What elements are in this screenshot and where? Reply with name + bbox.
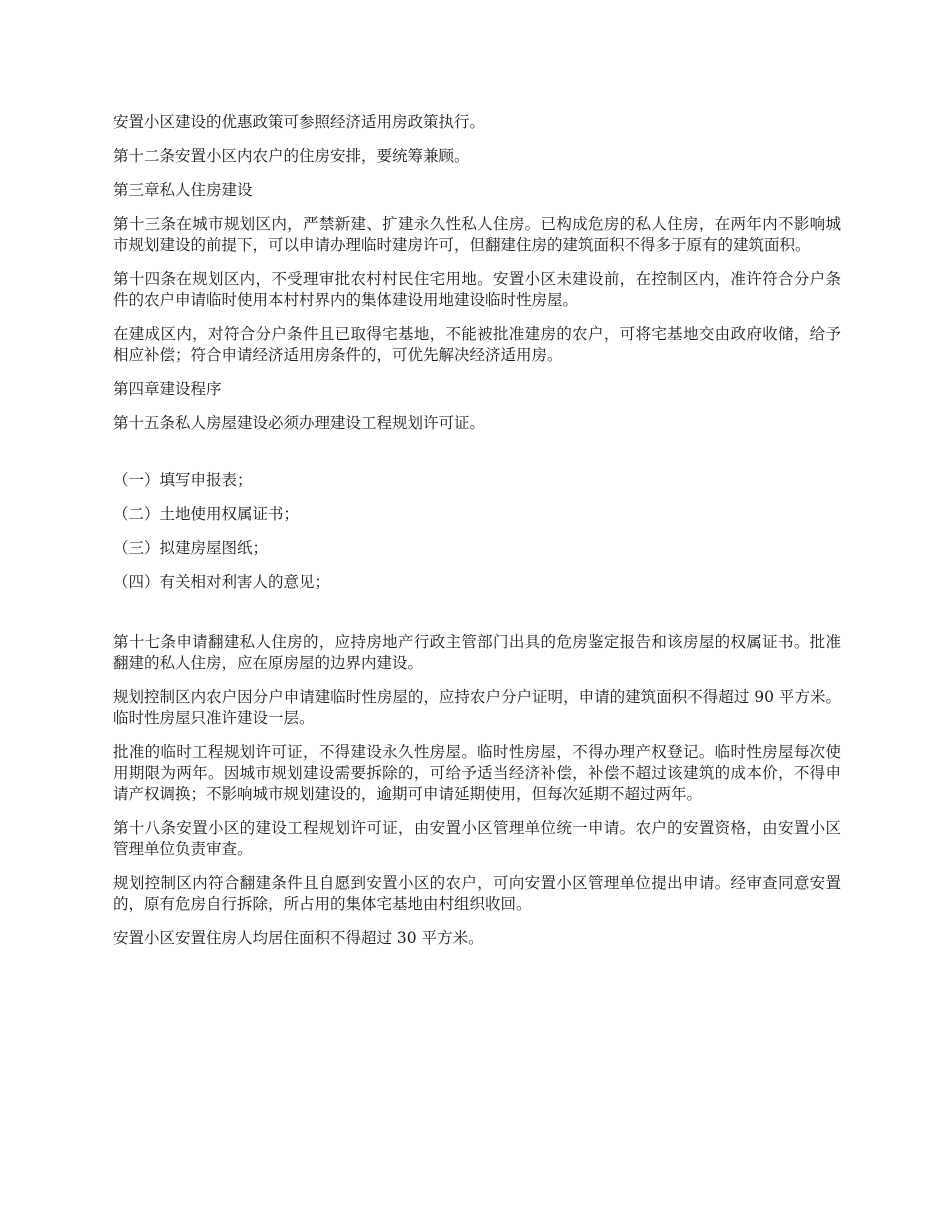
list-item: （一）填写申报表； [113, 471, 253, 489]
spacer [113, 606, 841, 632]
chapter-heading: 第四章建设程序 [113, 380, 222, 398]
list-item: （四）有关相对利害人的意见； [113, 573, 331, 591]
paragraph: 第十四条在规划区内，不受理审批农村村民住宅用地。安置小区未建设前，在控制区内，准许符合分户条件的农户申请临时使用本村村界内的集体建设用地建设临时性房屋。 [113, 270, 841, 309]
paragraph: 第十七条申请翻建私人住房的，应持房地产行政主管部门出具的危房鉴定报告和该房屋的权属证书。批准翻建的私人住房，应在原房屋的边界内建设。 [113, 633, 841, 672]
paragraph: 安置小区建设的优惠政策可参照经济适用房政策执行。 [113, 113, 486, 131]
paragraph: 批准的临时工程规划许可证，不得建设永久性房屋。临时性房屋，不得办理产权登记。临时性房屋每次使用期限为两年。因城市规划建设需要拆除的，可给予适当经济补偿，补偿不超过该建筑的成本价，不得申请产权调换；不影响城市规划建设的，逾期可申请延期使用，但每次延期不超过两年。 [113, 743, 841, 803]
paragraph: 规划控制区内农户因分户申请建临时性房屋的，应持农户分户证明，申请的建筑面积不得超过 90 平方米。临时性房屋只准许建设一层。 [113, 688, 841, 727]
paragraph: 第十三条在城市规划区内，严禁新建、扩建永久性私人住房。已构成危房的私人住房，在两年内不影响城市规划建设的前提下，可以申请办理临时建房许可，但翻建住房的建筑面积不得多于原有的建筑面积。 [113, 215, 841, 254]
document-body [113, 112, 841, 962]
list-item: （三）拟建房屋图纸； [113, 539, 269, 557]
spacer [113, 447, 841, 470]
paragraph: 在建成区内，对符合分户条件且已取得宅基地，不能被批准建房的农户，可将宅基地交由政府收储，给予相应补偿；符合申请经济适用房条件的，可优先解决经济适用房。 [113, 325, 841, 364]
chapter-heading: 第三章私人住房建设 [113, 181, 253, 199]
paragraph: 第十二条安置小区内农户的住房安排，要统筹兼顾。 [113, 147, 470, 165]
paragraph: 第十五条私人房屋建设必须办理建设工程规划许可证。 [113, 414, 486, 432]
paragraph: 第十八条安置小区的建设工程规划许可证，由安置小区管理单位统一申请。农户的安置资格，由安置小区管理单位负责审查。 [113, 819, 841, 858]
paragraph: 安置小区安置住房人均居住面积不得超过 30 平方米。 [113, 929, 484, 947]
list-item: （二）土地使用权属证书； [113, 505, 300, 523]
paragraph: 规划控制区内符合翻建条件且自愿到安置小区的农户，可向安置小区管理单位提出申请。经审查同意安置的，原有危房自行拆除，所占用的集体宅基地由村组织收回。 [113, 874, 841, 913]
